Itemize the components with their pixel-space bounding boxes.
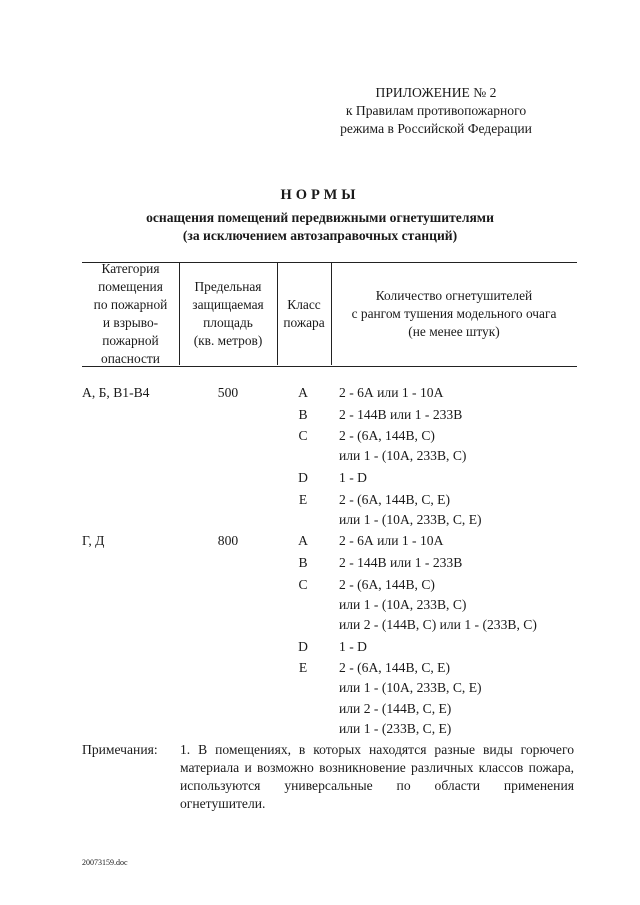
fire-category-cell: Г, Д xyxy=(82,533,105,549)
header-quantity xyxy=(331,262,577,365)
header-area-line: площадь xyxy=(203,314,253,330)
extinguisher-quantity-cell: или 1 - (10А, 233В, С) xyxy=(339,448,467,464)
extinguisher-quantity-cell: 2 - 144В или 1 - 233В xyxy=(339,555,463,570)
extinguisher-quantity-cell: 2 - (6А, 144В, С, Е) xyxy=(339,660,451,676)
fire-class-cell: С xyxy=(298,428,308,444)
header-area xyxy=(179,262,277,365)
header-category-line: и взрыво- xyxy=(102,314,159,330)
extinguisher-quantity-cell: или 1 - (10А, 233В, С, Е) xyxy=(339,680,482,696)
appendix-line-3: режима в Российской Федерации xyxy=(340,121,532,136)
fire-category-cell: А, Б, В1-В4 xyxy=(82,385,150,400)
appendix-line-2: к Правилам противопожарного xyxy=(345,103,527,118)
document-title: НОРМЫ xyxy=(280,187,360,203)
header-category-line: Категория xyxy=(101,260,160,276)
header-category-line: по пожарной xyxy=(93,296,168,312)
header-category-line: опасности xyxy=(101,350,160,366)
appendix-title: ПРИЛОЖЕНИЕ № 2 xyxy=(375,85,497,100)
extinguisher-quantity-cell: 1 - D xyxy=(339,470,367,485)
header-quantity-line: с рангом тушения модельного очага xyxy=(351,305,557,321)
header-class xyxy=(277,262,331,365)
extinguisher-quantity-cell: 2 - 144В или 1 - 233В xyxy=(339,406,463,422)
extinguisher-quantity-cell: или 1 - (233В, С, Е) xyxy=(339,720,452,736)
protected-area-cell: 500 xyxy=(217,385,239,400)
header-category-text xyxy=(94,260,168,368)
document-subtitle-1: оснащения помещений передвижными огнетушителями xyxy=(146,210,494,225)
header-area-line: (кв. метров) xyxy=(193,332,263,348)
appendix-header xyxy=(306,84,566,138)
header-class-line: пожара xyxy=(283,314,325,330)
header-area-line: защищаемая xyxy=(192,296,264,312)
extinguisher-quantity-cell: 2 - (6А, 144В, С) xyxy=(339,576,435,592)
header-class-text xyxy=(283,296,324,332)
fire-class-cell: D xyxy=(298,638,308,654)
extinguisher-quantity-cell: 2 - (6А, 144В, С, Е) xyxy=(339,491,451,507)
extinguisher-quantity-cell: или 1 - (10А, 233В, С) xyxy=(339,596,467,612)
document-subtitle-2: (за исключением автозаправочных станций) xyxy=(182,228,458,243)
header-quantity-text xyxy=(352,287,557,341)
header-area-text xyxy=(192,278,263,350)
extinguisher-quantity-cell: или 2 - (144В, С) или 1 - (233В, С) xyxy=(339,617,537,632)
fire-class-cell: А xyxy=(298,385,308,400)
extinguisher-quantity-cell: 2 - (6А, 144В, С) xyxy=(339,428,435,444)
fire-class-cell: В xyxy=(298,406,308,422)
extinguisher-quantity-cell: 2 - 6А или 1 - 10А xyxy=(339,385,444,400)
notes-label: Примечания: xyxy=(82,742,158,757)
extinguisher-quantity-cell: 1 - D xyxy=(339,638,367,654)
header-category-line: пожарной xyxy=(102,332,159,348)
extinguisher-quantity-cell: 2 - 6А или 1 - 10А xyxy=(339,533,444,549)
extinguisher-quantity-cell: или 1 - (10А, 233В, С, Е) xyxy=(339,511,482,527)
header-quantity-line: Количество огнетушителей xyxy=(375,287,533,303)
file-name-footer: 20073159.doc xyxy=(82,858,128,867)
protected-area-cell: 800 xyxy=(217,533,239,549)
extinguisher-quantity-cell: или 2 - (144В, С, Е) xyxy=(339,700,452,716)
fire-class-cell: Е xyxy=(298,491,308,507)
fire-class-cell: D xyxy=(298,470,308,485)
fire-class-cell: А xyxy=(298,533,308,549)
header-category xyxy=(82,262,179,365)
header-area-line: Предельная xyxy=(194,278,262,294)
header-category-line: помещения xyxy=(98,278,163,294)
fire-class-cell: С xyxy=(298,576,308,592)
header-quantity-line: (не менее штук) xyxy=(408,323,500,339)
fire-class-cell: Е xyxy=(298,660,308,676)
fire-class-cell: В xyxy=(298,555,308,570)
header-class-line: Класс xyxy=(287,296,321,312)
note-item-1: 1. В помещениях, в которых находятся разные виды горючего материала и возможно возникновение различных классов пожара, используются универсальные по области применения огнетушители. xyxy=(180,742,574,811)
